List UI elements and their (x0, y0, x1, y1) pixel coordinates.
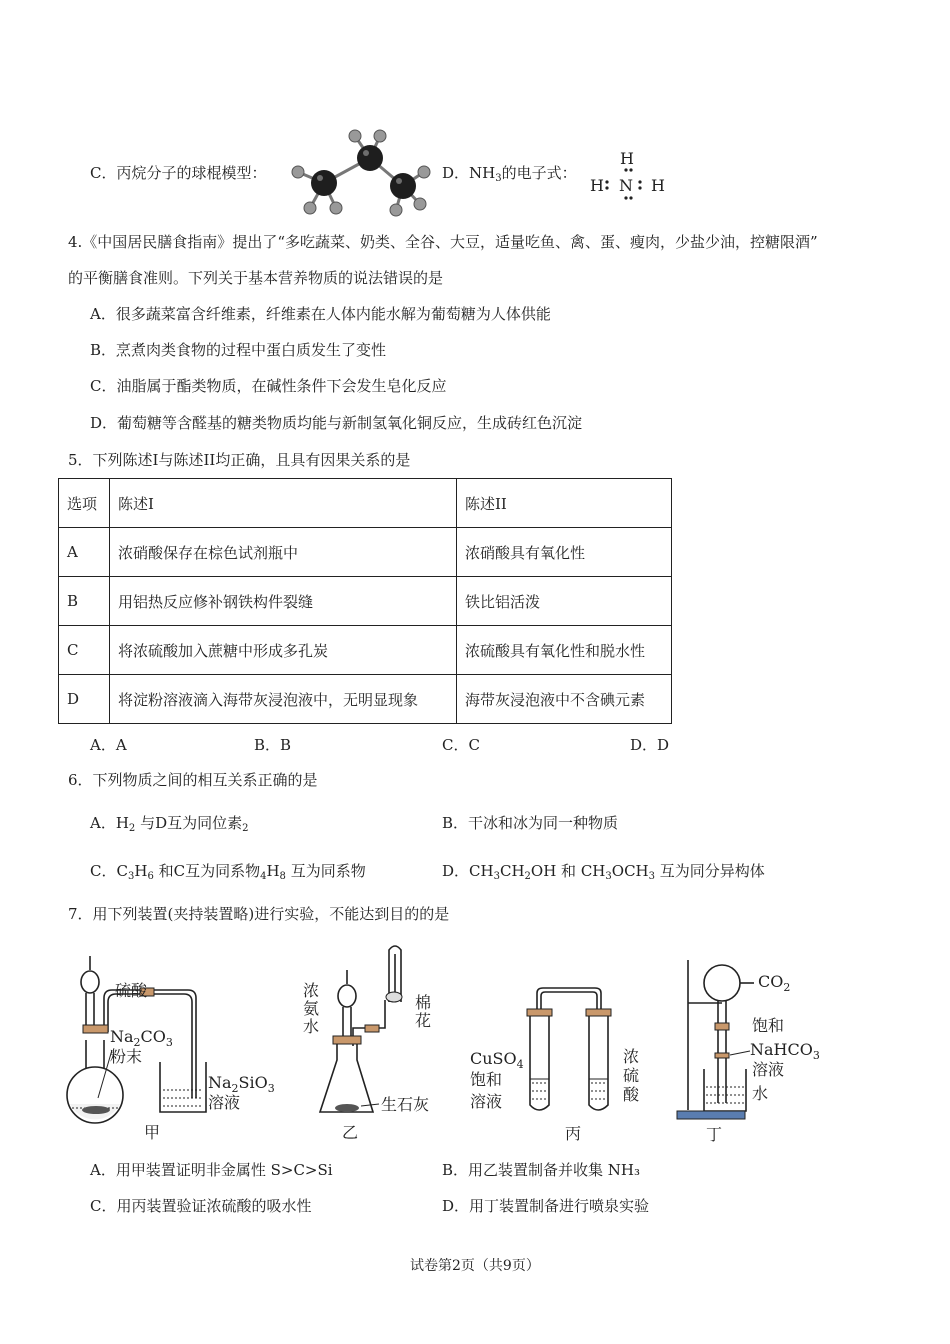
table-cell: 铁比铝活泼 (457, 577, 672, 626)
propane-ball-stick-model (288, 128, 436, 218)
svg-text:CO2: $CO_2$ (758, 972, 791, 994)
svg-text:氨: 氨 (303, 999, 320, 1018)
label-shui: 水 (752, 1084, 769, 1103)
apparatus-jia (60, 950, 290, 1150)
q3-option-d: D．$NH_3$的电子式： (442, 164, 577, 184)
q5-option-b: B．B (254, 736, 292, 754)
q3-option-c: C．丙烷分子的球棍模型： (90, 164, 267, 182)
table-cell: 浓硝酸具有氧化性 (457, 528, 672, 577)
table-cell: 将浓硫酸加入蔗糖中形成多孔炭 (110, 626, 457, 675)
q7-option-d: D．用丁装置制备进行喷泉实验 (442, 1197, 650, 1215)
label-yi: 乙 (342, 1123, 359, 1142)
label-shengshihui: 生石灰 (381, 1095, 430, 1114)
svg-text:H: H (651, 176, 665, 195)
table-header-cell: 选项 (59, 479, 110, 528)
q4-stem-line1: 4.《中国居民膳食指南》提出了“多吃蔬菜、奶类、全谷、大豆，适量吃鱼、禽、蛋、瘦肉，少盐少油，控糖限酒” (68, 233, 818, 251)
label-fenmo: 粉末 (110, 1047, 143, 1066)
svg-text:N: N (619, 176, 633, 195)
q6-stem: 6．下列物质之间的相互关系正确的是 (68, 771, 318, 789)
table-row (59, 675, 672, 724)
svg-text:Na2SiO3: $Na_2SiO_3$ (208, 1073, 275, 1095)
table-row (59, 528, 672, 577)
svg-text:水: 水 (303, 1017, 320, 1036)
q6-option-b: B．干冰和冰为同一种物质 (442, 814, 619, 832)
table-cell: 浓硫酸具有氧化性和脱水性 (457, 626, 672, 675)
q4-option-b: B．烹煮肉类食物的过程中蛋白质发生了变性 (90, 341, 387, 359)
q4-option-d: D．葡萄糖等含醛基的糖类物质均能与新制氢氧化铜反应，生成砖红色沉淀 (90, 414, 583, 432)
label-nong: 浓 (303, 981, 320, 1000)
q5-option-d: D．D (630, 736, 670, 754)
svg-text:NaHCO3: NaHCO$_3$ (750, 1040, 820, 1062)
table-cell: C (59, 626, 110, 675)
q4-option-a: A．很多蔬菜富含纤维素，纤维素在人体内能水解为葡萄糖为人体供能 (90, 305, 551, 323)
q6-option-a: A．$H_2$ 与D互为同位素$_2$ (90, 814, 249, 834)
q6-option-c: C．$C_3H_6$ 和C互为同系物$_4H_8$ 互为同系物 (90, 862, 366, 882)
label-nong-liusuan: 浓 (623, 1047, 640, 1066)
svg-text:CuSO4: CuSO$_4$ (470, 1049, 524, 1071)
nh3-electron-dot-formula (584, 147, 674, 203)
table-cell: 用铝热反应修补钢铁构件裂缝 (110, 577, 457, 626)
table-row (59, 577, 672, 626)
q7-option-b: B．用乙装置制备并收集 NH₃ (442, 1161, 641, 1179)
table-cell: D (59, 675, 110, 724)
q5-option-c: C．C (442, 736, 480, 754)
label-jia: 甲 (144, 1123, 161, 1142)
q4-option-c: C．油脂属于酯类物质，在碱性条件下会发生皂化反应 (90, 377, 447, 395)
q5-stem: 5．下列陈述I与陈述II均正确，且具有因果关系的是 (68, 451, 411, 469)
svg-text:H: H (620, 149, 634, 168)
svg-text:H: H (590, 176, 604, 195)
table-row (59, 626, 672, 675)
svg-text:酸: 酸 (623, 1085, 640, 1104)
label-bing: 丙 (565, 1124, 582, 1143)
table-header-row (59, 479, 672, 528)
q7-option-a: A．用甲装置证明非金属性 S>C>Si (90, 1161, 333, 1179)
apparatus-yi (295, 940, 455, 1150)
q4-stem-line2: 的平衡膳食准则。下列关于基本营养物质的说法错误的是 (68, 269, 444, 287)
label-rongye-jia: 溶液 (208, 1093, 241, 1112)
svg-text:Na2CO3: $Na_2CO_3$ (110, 1027, 173, 1049)
svg-text:硫: 硫 (623, 1066, 640, 1085)
q6-option-d: D．$CH_3CH_2OH$ 和 $CH_3OCH_3$ 互为同分异构体 (442, 862, 765, 882)
label-rongye-ding: 溶液 (752, 1060, 785, 1079)
label-rongye-bing: 溶液 (470, 1092, 503, 1111)
q7-option-c: C．用丙装置验证浓硫酸的吸水性 (90, 1197, 312, 1215)
q7-stem: 7．用下列装置(夹持装置略)进行实验，不能达到目的的是 (68, 905, 450, 923)
table-cell: 将淀粉溶液滴入海带灰浸泡液中，无明显现象 (110, 675, 457, 724)
apparatus-ding (672, 955, 872, 1150)
table-cell: A (59, 528, 110, 577)
table-cell: B (59, 577, 110, 626)
label-mianhua: 棉 (415, 993, 432, 1012)
label-baohe-bing: 饱和 (470, 1070, 503, 1089)
label-liusuan: 硫酸 (115, 981, 148, 1000)
table-header-cell: 陈述II (457, 479, 672, 528)
page-footer: 试卷第2页（共9页） (410, 1258, 540, 1274)
label-baohe-ding: 饱和 (752, 1016, 785, 1035)
apparatus-bing (465, 985, 655, 1150)
q5-table (58, 478, 672, 724)
svg-text:花: 花 (415, 1011, 432, 1030)
label-ding: 丁 (706, 1125, 723, 1144)
q5-option-a: A．A (90, 736, 127, 754)
table-header-cell: 陈述I (110, 479, 457, 528)
table-cell: 浓硝酸保存在棕色试剂瓶中 (110, 528, 457, 577)
table-cell: 海带灰浸泡液中不含碘元素 (457, 675, 672, 724)
